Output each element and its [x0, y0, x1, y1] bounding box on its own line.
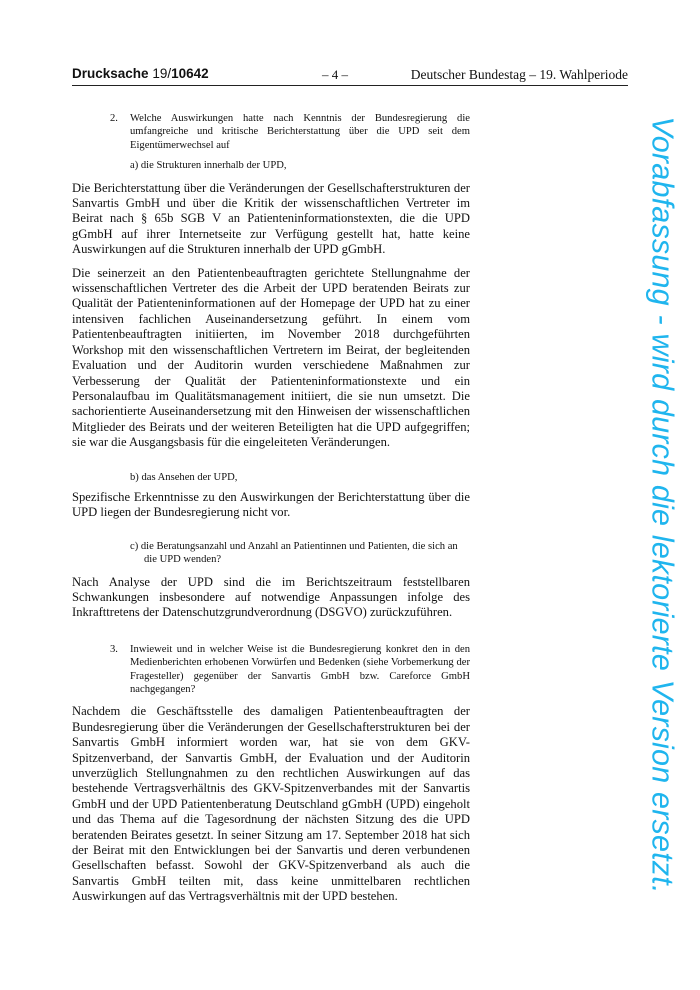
page-number: – 4 – — [322, 67, 348, 82]
page-content — [72, 112, 470, 905]
header-right: Deutscher Bundestag – 19. Wahlperiode — [410, 67, 628, 82]
answer-2b: Spezifische Erkenntnisse zu den Auswirkungen der Berichterstattung über die UPD liegen der Bundesregierung nicht vor. — [72, 489, 470, 520]
question-2-number: 2. — [110, 113, 118, 124]
question-3 — [72, 643, 470, 697]
question-3-number: 3. — [110, 643, 118, 655]
question-2b: b) das Ansehen der UPD, — [130, 471, 238, 483]
answer-2a-paragraph-1: Die Berichterstattung über die Veränderungen der Gesellschafterstrukturen der Sanvartis GmbH und über die Kritik der wissenschaftlichen Vertreter im Beirat nach § 65b SGB V an Patienteninformationstexten, die die UPD gGmbH auf ihrer Internetseite zur Verfügung gestellt hat, hatte keine Auswirkungen auf die Strukturen innerhalb der UPD gGmbH. — [72, 180, 470, 257]
watermark-text: Vorabfassung - wird durch die lektorierte Version ersetzt. — [645, 116, 680, 894]
doc-period: 19/ — [152, 66, 172, 81]
answer-3: Nachdem die Geschäftsstelle des damaligen Patientenbeauftragten der Bundesregierung über die Veränderungen der Gesellschafterstrukturen bei der Sanvartis GmbH informiert worden war, hat sie von dem GKV-Spitzenverband, der Sanvartis GmbH, der Evaluation und der Auditorin unverzüglich Stellungnahmen zu den rechtlichen Auswirkungen auf das bestehende Vertragsverhältnis des GKV-Spitzenverbandes mit der Sanvartis GmbH und der UPD Patientenberatung Deutschland gGmbH (UPD) eingeholt und das Thema auf die Tagesordnung der nächsten Sitzung des die UPD beratenden Beirates gesetzt. In seiner Sitzung am 17. September 2018 hat sich der Beirat mit den Entwicklungen bei der Sanvartis und deren verbundenen Gesellschaften befasst. Sowohl der GKV-Spitzenverband als auch die Sanvartis GmbH teilten mit, dass keine unmittelbaren rechtlichen Auswirkungen auf das Vertragsverhältnis mit der UPD bestehen. — [72, 704, 470, 904]
question-2a: a) die Strukturen innerhalb der UPD, — [130, 160, 287, 172]
question-2 — [72, 112, 470, 152]
question-2c-text: c) die Beratungsanzahl und Anzahl an Patientinnen und Patienten, die sich an die UPD wenden? — [130, 540, 458, 566]
question-2-text: Welche Auswirkungen hatte nach Kenntnis der Bundesregierung die umfangreiche und kritische Berichterstattung über die UPD seit dem Eigentümerwechsel auf — [130, 113, 470, 151]
header-rule — [72, 85, 628, 86]
question-2c — [72, 540, 470, 567]
document-number — [72, 66, 209, 81]
draft-watermark — [642, 110, 682, 900]
answer-2c: Nach Analyse der UPD sind die im Berichtszeitraum feststellbaren Schwankungen insbesondere auf notwendige Anpassungen infolge des Inkrafttretens der Datenschutzgrundverordnung (DSGVO) zurückzuführen. — [72, 574, 470, 620]
doc-label: Drucksache — [72, 66, 149, 81]
doc-number: 10642 — [171, 66, 209, 81]
question-3-text: Inwieweit und in welcher Weise ist die Bundesregierung konkret den in den Medienberichten erhobenen Vorwürfen und Bedenken (siehe Vorbemerkung der Fragesteller) gegenüber der Sanvartis GmbH bzw. Careforce GmbH nachgegangen? — [130, 643, 470, 695]
answer-2a-paragraph-2: Die seinerzeit an den Patientenbeauftragten gerichtete Stellungnahme der wissenschaftlichen Vertreter des die Arbeit der UPD beratenden Beirats zur Qualität der Patienteninformationen auf der Homepage der UPD hat zu einer intensiven fachlichen Auseinandersetzung geführt. In einem vom Patientenbeauftragten initiierten, im November 2018 durchgeführten Workshop mit den wissenschaftlichen Vertretern im Beirat, der begleitenden Evaluation und der Auditorin wurden verschiedene Maßnahmen zur Verbesserung der Qualität der Patienteninformationstexte und ein Personalaufbau im Qualitätsmanagement initiiert, die sie nun umsetzt. Die sachorientierte Auseinandersetzung mit den Hinweisen der wissenschaftlichen Mitglieder des Beirats und der weiteren Beteiligten hat die UPD aufgegriffen; sie war die Ausgangsbasis für die eingeleiteten Veränderungen. — [72, 265, 470, 450]
